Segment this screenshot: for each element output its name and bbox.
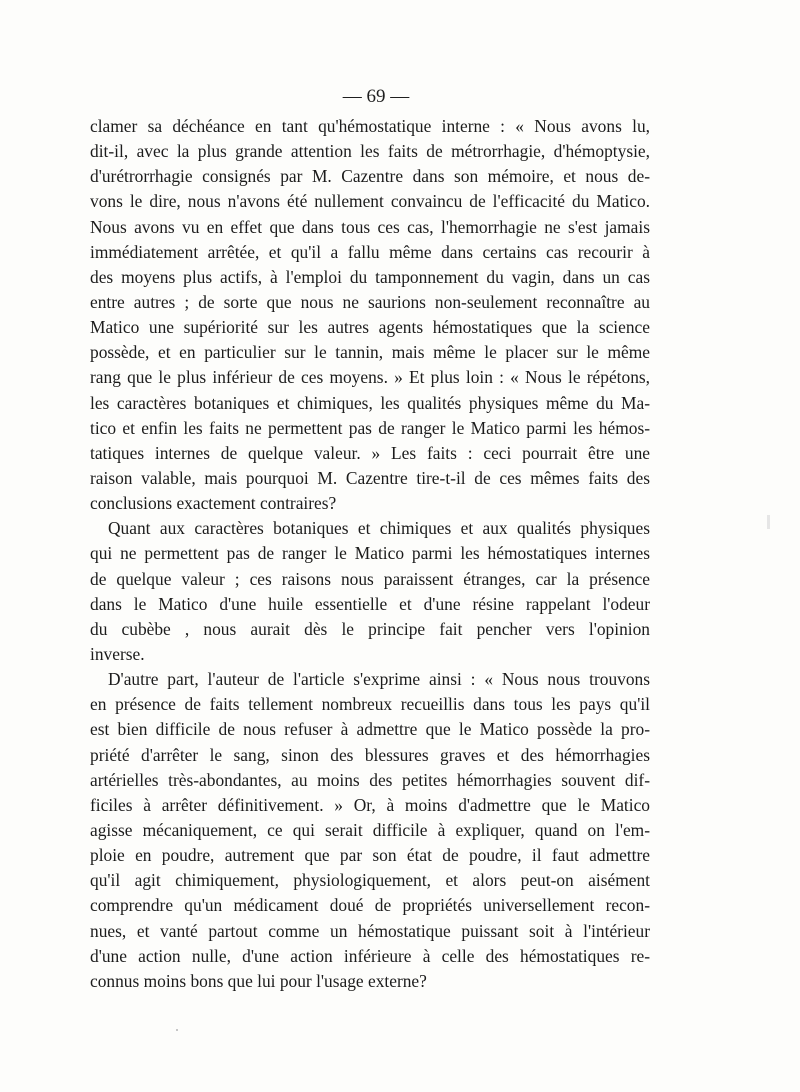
text-line: nues, et vanté partout comme un hémostatique puissant soit à l'intérieur (90, 920, 650, 941)
text-line: les caractères botaniques et chimiques, les qualités physiques même du Ma- (90, 392, 650, 413)
text-line: agisse mécaniquement, ce qui serait difficile à expliquer, quand on l'em- (90, 819, 650, 840)
text-line: priété d'arrêter le sang, sinon des blessures graves et des hémorrhagies (90, 744, 650, 765)
text-line: dit-il, avec la plus grande attention les faits de métrorrhagie, d'hémoptysie, (90, 141, 650, 162)
text-line: de quelque valeur ; ces raisons nous paraissent étranges, car la présence (90, 568, 650, 589)
text-line: en présence de faits tellement nombreux recueillis dans tous les pays qu'il (90, 694, 650, 715)
text-line: tatiques internes de quelque valeur. » Les faits : ceci pourrait être une (90, 442, 650, 463)
text-line: qu'il agit chimiquement, physiologiquement, et alors peut-on aisément (90, 870, 650, 891)
text-line: ficiles à arrêter définitivement. » Or, à moins d'admettre que le Matico (90, 794, 650, 815)
text-line: dans le Matico d'une huile essentielle et d'une résine rappelant l'odeur (90, 593, 650, 614)
text-line: est bien difficile de nous refuser à admettre que le Matico possède la pro- (90, 719, 650, 740)
text-line: conclusions exactement contraires? (90, 493, 337, 514)
text-line: inverse. (90, 643, 145, 664)
text-line: du cubèbe , nous aurait dès le principe fait pencher vers l'opinion (90, 618, 650, 639)
text-line: connus moins bons que lui pour l'usage externe? (90, 970, 427, 991)
page-number: — 69 — (342, 86, 410, 107)
text-line: vons le dire, nous n'avons été nullement convaincu de l'efficacité du Matico. (90, 191, 650, 212)
paper-edge-mark (767, 515, 770, 529)
text-line: d'une action nulle, d'une action inférieure à celle des hémostatiques re- (90, 945, 650, 966)
text-line: D'autre part, l'auteur de l'article s'exprime ainsi : « Nous nous trouvons (108, 669, 650, 690)
text-line: clamer sa déchéance en tant qu'hémostatique interne : « Nous avons lu, (90, 116, 650, 136)
ink-speck (176, 1029, 178, 1031)
text-line: qui ne permettent pas de ranger le Matico parmi les hémostatiques internes (90, 543, 650, 564)
text-line: comprendre qu'un médicament doué de propriétés universellement recon- (90, 895, 650, 916)
text-line: d'urétrorrhagie consignés par M. Cazentre dans son mémoire, et nous de- (90, 166, 650, 187)
text-line: Quant aux caractères botaniques et chimiques et aux qualités physiques (108, 518, 650, 539)
text-line: Nous avons vu en effet que dans tous ces cas, l'hemorrhagie ne s'est jamais (90, 216, 650, 237)
text-line: raison valable, mais pourquoi M. Cazentre tire-t-il de ces mêmes faits des (90, 467, 650, 488)
text-line: des moyens plus actifs, à l'emploi du tamponnement du vagin, dans un cas (90, 266, 650, 287)
text-line: ploie en poudre, autrement que par son état de poudre, il faut admettre (90, 845, 650, 866)
text-line: rang que le plus inférieur de ces moyens. » Et plus loin : « Nous le répétons, (90, 367, 650, 388)
text-line: immédiatement arrêtée, et qu'il a fallu même dans certains cas recourir à (90, 241, 650, 262)
text-line: Matico une supériorité sur les autres agents hémostatiques que la science (90, 317, 650, 338)
text-line: possède, et en particulier sur le tannin, mais même le placer sur le même (90, 342, 650, 363)
text-line: tico et enfin les faits ne permettent pas de ranger le Matico parmi les hémos- (90, 417, 650, 438)
text-line: entre autres ; de sorte que nous ne saurions non-seulement reconnaître au (90, 291, 650, 312)
text-line: artérielles très-abondantes, au moins des petites hémorrhagies souvent dif- (90, 769, 650, 790)
body-text (90, 114, 650, 994)
